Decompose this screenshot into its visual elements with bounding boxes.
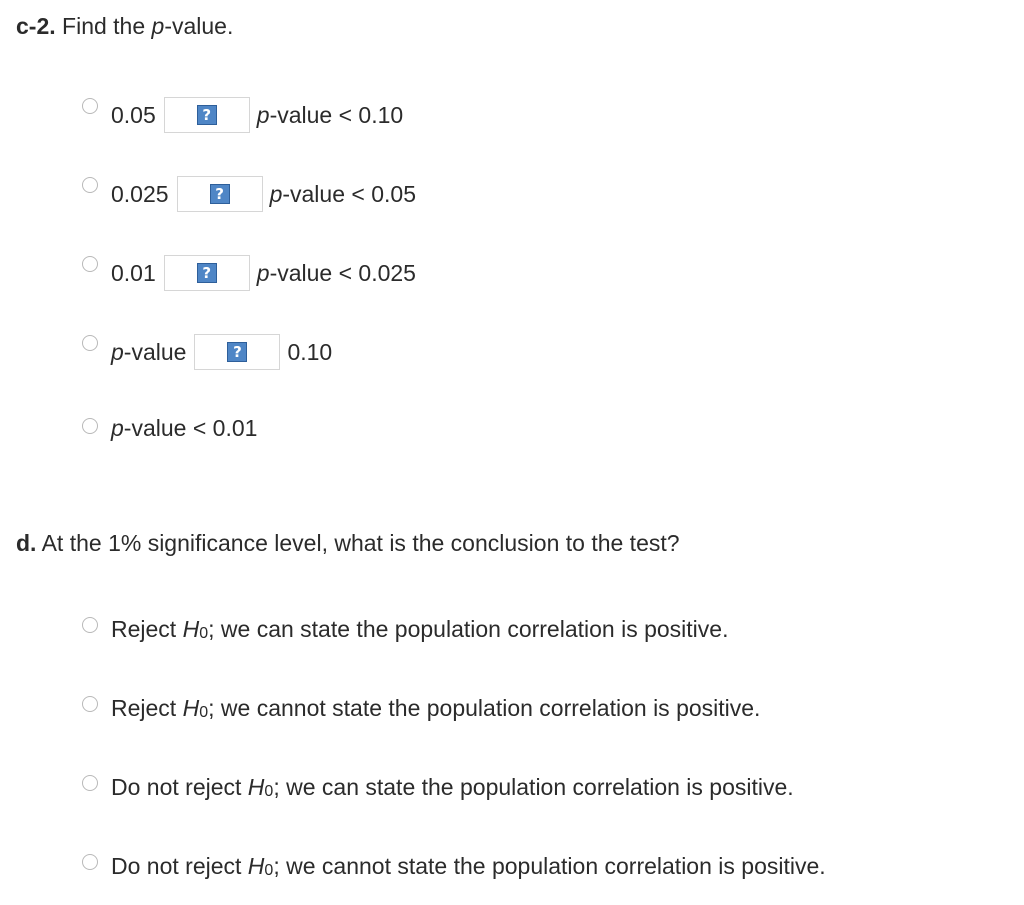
question-c2-italic-p: p bbox=[151, 13, 165, 39]
d-option-1-content bbox=[111, 610, 728, 648]
question-c2-text-before: Find the bbox=[62, 13, 152, 39]
question-d-heading bbox=[16, 529, 680, 557]
c2-option-3-dropdown[interactable] bbox=[164, 255, 250, 291]
c2-option-4-left-italic: p bbox=[111, 338, 124, 365]
help-question-icon: ? bbox=[197, 263, 217, 283]
d-option-4-h-sub: 0 bbox=[264, 862, 274, 879]
question-c2-label: c-2. bbox=[16, 13, 56, 39]
d-option-2-prefix: Reject bbox=[111, 694, 183, 721]
c2-option-1-right-italic: p bbox=[256, 101, 270, 128]
c2-option-2-right-italic: p bbox=[269, 180, 283, 207]
d-option-2-h-symbol: H bbox=[182, 694, 200, 721]
question-d-text: At the 1% significance level, what is the conclusion to the test? bbox=[41, 530, 680, 556]
d-option-1-h-sub: 0 bbox=[199, 625, 209, 642]
c2-option-2-radio[interactable] bbox=[82, 177, 98, 193]
question-d-label: d. bbox=[16, 530, 37, 556]
c2-option-5-radio[interactable] bbox=[82, 418, 98, 434]
c2-option-1-dropdown[interactable] bbox=[164, 97, 250, 133]
d-option-4-content bbox=[111, 847, 826, 885]
c2-option-5-content bbox=[111, 409, 257, 447]
d-option-4-radio[interactable] bbox=[82, 854, 98, 870]
help-question-icon: ? bbox=[227, 342, 247, 362]
d-option-3-h-sub: 0 bbox=[264, 783, 274, 800]
d-option-4-suffix: ; we cannot state the population correlation is positive. bbox=[273, 852, 826, 879]
help-question-icon: ? bbox=[210, 184, 230, 204]
d-option-2-radio[interactable] bbox=[82, 696, 98, 712]
question-c2-heading bbox=[16, 12, 233, 40]
d-option-4-h-symbol: H bbox=[247, 852, 265, 879]
c2-option-4-radio[interactable] bbox=[82, 335, 98, 351]
c2-option-4-content bbox=[111, 333, 332, 371]
c2-option-1-radio[interactable] bbox=[82, 98, 98, 114]
d-option-2-h-sub: 0 bbox=[199, 704, 209, 721]
c2-option-1-right: -value < 0.10 bbox=[269, 101, 404, 128]
c2-option-5-italic: p bbox=[111, 414, 124, 441]
d-option-4-prefix: Do not reject bbox=[111, 852, 248, 879]
c2-option-4-left: -value bbox=[123, 338, 187, 365]
c2-option-3-left: 0.01 bbox=[111, 259, 156, 286]
c2-option-2-content bbox=[111, 175, 416, 213]
d-option-3-suffix: ; we can state the population correlation is positive. bbox=[273, 773, 794, 800]
d-option-3-h-symbol: H bbox=[247, 773, 265, 800]
d-option-3-radio[interactable] bbox=[82, 775, 98, 791]
d-option-1-h-symbol: H bbox=[182, 615, 200, 642]
help-question-icon: ? bbox=[197, 105, 217, 125]
c2-option-3-radio[interactable] bbox=[82, 256, 98, 272]
d-option-3-content bbox=[111, 768, 794, 806]
c2-option-1-left: 0.05 bbox=[111, 101, 156, 128]
c2-option-3-right-italic: p bbox=[256, 259, 270, 286]
d-option-2-suffix: ; we cannot state the population correlation is positive. bbox=[208, 694, 761, 721]
d-option-1-suffix: ; we can state the population correlation is positive. bbox=[208, 615, 729, 642]
d-option-1-prefix: Reject bbox=[111, 615, 183, 642]
c2-option-2-right: -value < 0.05 bbox=[282, 180, 416, 207]
c2-option-3-content bbox=[111, 254, 416, 292]
c2-option-3-right: -value < 0.025 bbox=[269, 259, 416, 286]
c2-option-4-dropdown[interactable] bbox=[194, 334, 280, 370]
c2-option-2-dropdown[interactable] bbox=[177, 176, 263, 212]
d-option-1-radio[interactable] bbox=[82, 617, 98, 633]
c2-option-1-content bbox=[111, 96, 403, 134]
c2-option-2-left: 0.025 bbox=[111, 180, 169, 207]
c2-option-4-right: 0.10 bbox=[287, 338, 333, 365]
c2-option-5-text: -value < 0.01 bbox=[123, 414, 258, 441]
question-c2-text-after: -value. bbox=[164, 13, 234, 39]
d-option-2-content bbox=[111, 689, 760, 727]
d-option-3-prefix: Do not reject bbox=[111, 773, 248, 800]
